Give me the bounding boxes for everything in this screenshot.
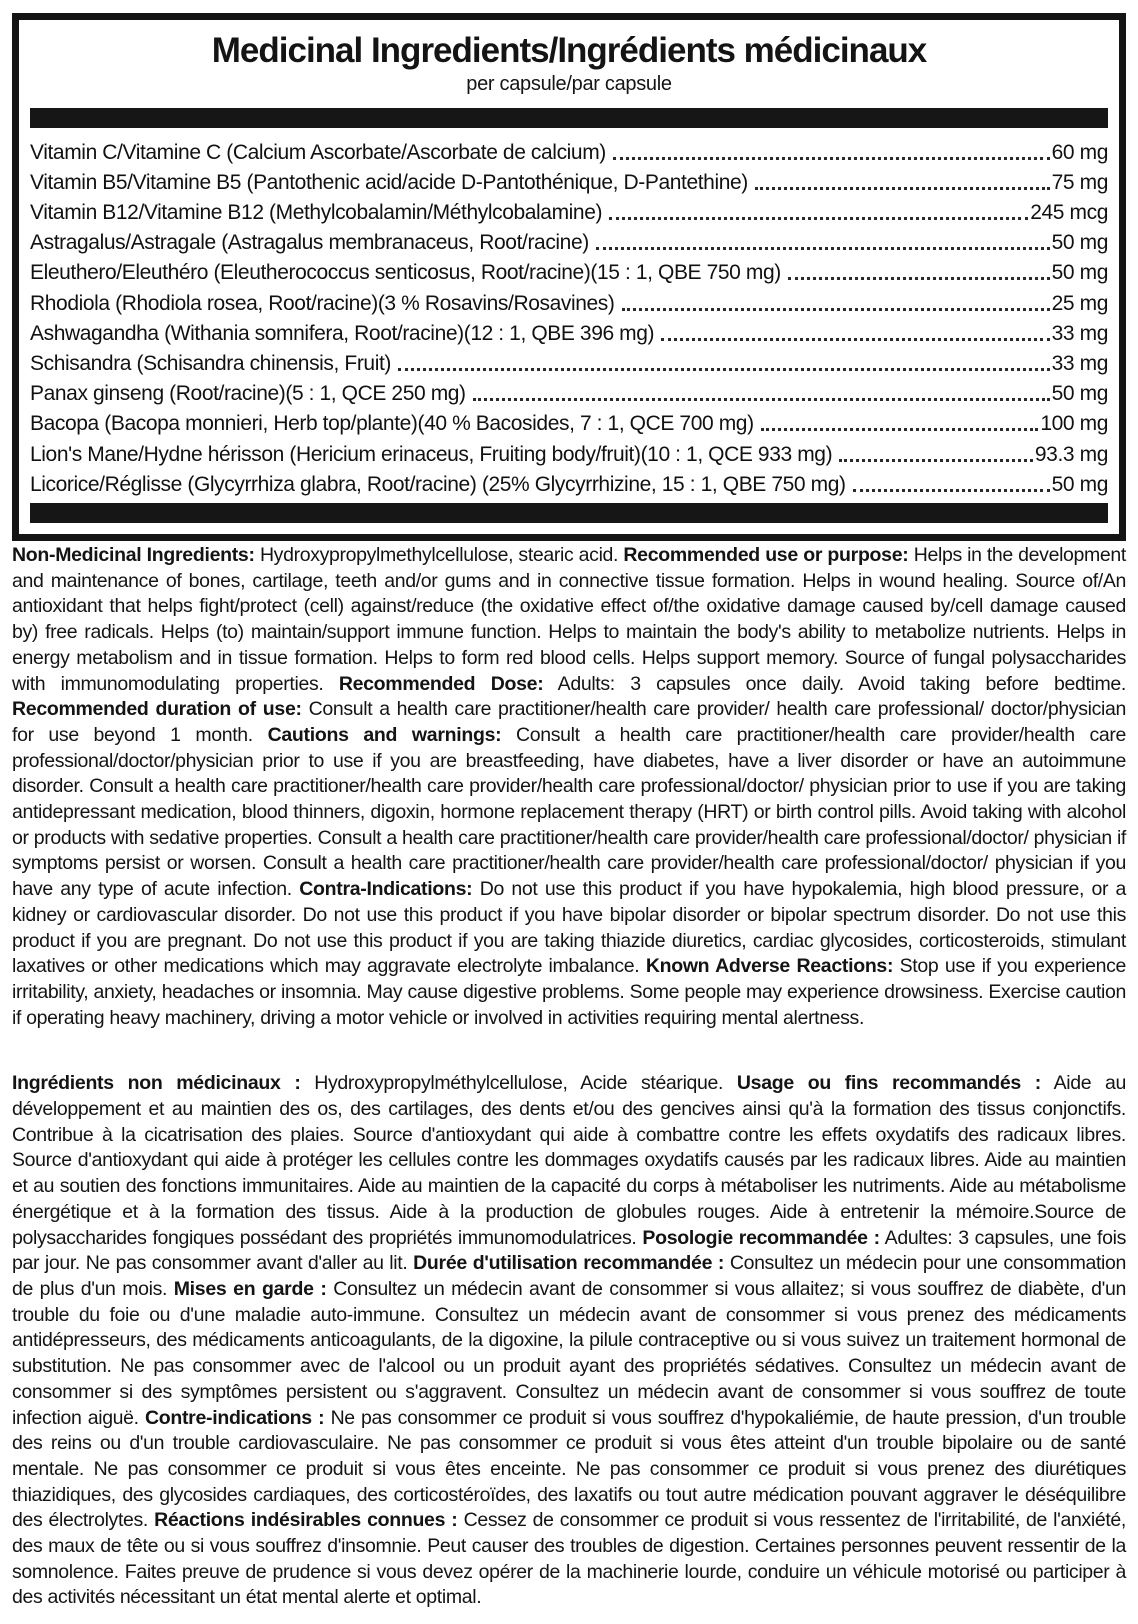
ingredient-amount: 25 mg	[1051, 291, 1108, 315]
body-text-run: Consultez un médecin pour une consommation de plus d'un mois.	[12, 1252, 1127, 1300]
dotted-leader	[755, 187, 1050, 190]
dotted-leader	[398, 368, 1050, 371]
ingredient-amount: 33 mg	[1051, 352, 1108, 375]
ingredient-name: Bacopa (Bacopa monnieri, Herb top/plante)(40 % Bacosides, 7 : 1, QCE 700 mg)	[30, 412, 754, 436]
body-text-run: Adultes: 3 capsules, une fois par jour. Ne pas consommer avant d'aller au lit.	[12, 1226, 1126, 1275]
french-info-paragraph	[0, 1071, 1138, 1611]
dotted-leader	[596, 247, 1050, 250]
section-heading-inline: Posologie recommandée :	[642, 1226, 880, 1249]
medicinal-ingredients-panel	[12, 13, 1126, 541]
ingredient-row	[30, 225, 1108, 255]
body-text-run: Hydroxypropylmethylcellulose, stearic acid.	[254, 544, 624, 566]
dotted-leader	[613, 157, 1050, 160]
dotted-leader	[761, 428, 1039, 431]
dotted-leader	[609, 217, 1028, 220]
body-text-run: Hydroxypropylméthylcellulose, Acide stéarique.	[300, 1072, 737, 1095]
dotted-leader	[853, 489, 1050, 492]
section-heading-inline: Contra-Indications:	[299, 878, 473, 901]
ingredient-name: Schisandra (Schisandra chinensis, Fruit)	[30, 352, 391, 375]
ingredient-amount: 50 mg	[1051, 261, 1108, 285]
body-text-run: Ne pas consommer ce produit si vous souffrez d'hypokaliémie, de haute pression, d'un trouble des reins ou d'un trouble cardiovasculaire. Ne pas consommer ce produit si vous êtes atteint d'un trouble bipolaire ou de santé mentale. Ne pas consommer ce produit si vous êtes enceinte. Ne pas consommer ce produit si vous prenez des diurétiques thiazidiques, des glycosides cardiaques, des corticostéroïdes, des laxatifs ou tout autre médication pouvant aggraver le déséquilibre des électrolytes.	[12, 1406, 1126, 1532]
ingredient-row	[30, 135, 1108, 165]
section-heading-inline: Recommended Dose:	[338, 672, 544, 695]
section-heading-inline: Ingrédients non médicinaux :	[12, 1072, 301, 1095]
ingredient-amount: 100 mg	[1040, 412, 1108, 436]
ingredient-amount: 93.3 mg	[1034, 442, 1108, 466]
ingredient-amount: 245 mcg	[1030, 201, 1108, 225]
ingredient-amount: 50 mg	[1051, 382, 1108, 406]
divider-bar-bottom	[30, 503, 1108, 523]
ingredient-name: Eleuthero/Eleuthéro (Eleutherococcus senticosus, Root/racine)(15 : 1, QBE 750 mg)	[30, 261, 781, 285]
dotted-leader	[788, 277, 1050, 280]
ingredient-row	[30, 316, 1108, 346]
ingredient-name: Rhodiola (Rhodiola rosea, Root/racine)(3 % Rosavins/Rosavines)	[30, 291, 615, 315]
ingredient-row	[30, 285, 1108, 315]
ingredients-list	[30, 128, 1108, 503]
ingredient-row	[30, 376, 1108, 406]
section-heading-inline: Contre-indications :	[144, 1406, 325, 1429]
ingredient-amount: 75 mg	[1051, 170, 1108, 194]
body-text-run: Consultez un médecin avant de consommer si vous allaitez; si vous souffrez de diabète, d'un trouble du foie ou d'une maladie auto-immune. Consultez un médecin avant de consommer si vous prenez des médicaments antidépresseurs, des médicaments anticoagulants, de la digoxine, la pilule contraceptive ou si vous suivez un traitement hormonal de substitution. Ne pas consommer avec de l'alcool ou un produit ayant des propriétés sédatives. Consultez un médecin avant de consommer si des symptômes persistent ou s'aggravent. Consultez un médecin avant de consommer si vous souffrez de toute infection aiguë.	[12, 1277, 1126, 1429]
ingredient-row	[30, 195, 1108, 225]
ingredient-name: Astragalus/Astragale (Astragalus membranaceus, Root/racine)	[30, 231, 589, 255]
body-text-run: Consult a health care practitioner/health care provider/health care professional/doctor/physician prior to use if you are breastfeeding, have diabetes, have a liver disorder or have an autoimmune disorder. Consult a health care practitioner/health care provider/health care professional/doctor/ physician prior to use if you are taking antidepressant medication, blood thinners, digoxin, hormone replacement therapy (HRT) or birth control pills. Avoid taking with alcohol or products with sedative properties. Consult a health care practitioner/health care provider/health care professional/doctor/ physician if symptoms persist or worsen. Consult a health care practitioner/health care provider/health care professional/doctor/ physician if you have any type of acute infection.	[12, 723, 1126, 901]
section-heading-inline: Recommended duration of use:	[12, 698, 302, 721]
ingredient-name: Panax ginseng (Root/racine)(5 : 1, QCE 250 mg)	[30, 382, 466, 406]
panel-title: Medicinal Ingredients/Ingrédients médicinaux	[211, 31, 927, 70]
section-heading-inline: Recommended use or purpose:	[623, 544, 909, 566]
body-text-run: Aide au développement et au maintien des os, des cartilages, des dents et/ou des gencives ainsi qu'à la formation des tissus conjonctifs. Contribue à la cicatrisation des plaies. Source d'antioxydant qui aide à combattre contre les effets oxydatifs des radicaux libres. Source d'antioxydant qui aide à protéger les cellules contre les dommages oxydatifs causés par les radicaux libres. Aide au maintien et au soutien des fonctions immunitaires. Aide au maintien de la capacité du corps à métaboliser les nutriments. Aide au métabolisme énergétique et à la formation des tissus. Aide à la production de globules rouges. Aide à entretenir la mémoire.Source de polysaccharides fongiques possédant des propriétés immunomodulatrices.	[12, 1072, 1127, 1249]
ingredient-row	[30, 255, 1108, 285]
body-text-run: Do not use this product if you have hypokalemia, high blood pressure, or a kidney or cardiovascular disorder. Do not use this product if you have bipolar disorder or bipolar spectrum disorder. Do not use this product if you are pregnant. Do not use this product if you are taking thiazide diuretics, cardiac glycosides, corticosteroids, stimulant laxatives or other medications which may aggravate electrolyte imbalance.	[12, 878, 1126, 978]
divider-bar-top	[30, 108, 1108, 128]
ingredient-name: Vitamin C/Vitamine C (Calcium Ascorbate/Ascorbate de calcium)	[30, 140, 606, 164]
ingredient-amount: 50 mg	[1051, 472, 1108, 496]
section-heading-inline: Usage ou fins recommandés :	[736, 1072, 1041, 1095]
dotted-leader	[839, 459, 1033, 462]
ingredient-row	[30, 406, 1108, 436]
ingredient-row	[30, 467, 1108, 497]
ingredient-name: Lion's Mane/Hydne hérisson (Hericium erinaceus, Fruiting body/fruit)(10 : 1, QCE 933 mg)	[30, 442, 833, 466]
section-heading-inline: Cautions and warnings:	[267, 723, 502, 746]
ingredient-amount: 50 mg	[1051, 231, 1108, 255]
ingredient-name: Licorice/Réglisse (Glycyrrhiza glabra, Root/racine) (25% Glycyrrhizine, 15 : 1, QBE 750 mg)	[30, 472, 846, 496]
dotted-leader	[473, 398, 1050, 401]
panel-subtitle: per capsule/par capsule	[466, 72, 672, 95]
ingredient-row	[30, 165, 1108, 195]
section-heading-inline: Durée d'utilisation recommandée :	[413, 1252, 725, 1275]
section-heading-inline: Réactions indésirables connues :	[154, 1509, 458, 1532]
body-text-run: Helps in the development and maintenance of bones, cartilage, teeth and/or gums and in connective tissue formation. Helps in wound healing. Source of/An antioxidant that helps fight/protect (cell) against/reduce (the oxidative effect of/the oxidative damage caused by/cell damage caused by) free radicals. Helps (to) maintain/support immune function. Helps to maintain the body's ability to metabolize nutrients. Helps in energy metabolism and in tissue formation. Helps to form red blood cells. Helps support memory. Source of fungal polysaccharides with immunomodulating properties.	[12, 544, 1126, 695]
ingredient-name: Vitamin B5/Vitamine B5 (Pantothenic acid/acide D-Pantothénique, D-Pantethine)	[30, 170, 748, 194]
dotted-leader	[622, 308, 1050, 311]
section-heading-inline: Non-Medicinal Ingredients:	[12, 544, 255, 566]
body-text-run: Consult a health care practitioner/health care provider/ health care professional/ doctor/physician for use beyond 1 month.	[12, 698, 1126, 746]
ingredient-row	[30, 346, 1108, 376]
section-heading-inline: Mises en garde :	[173, 1277, 327, 1300]
ingredient-amount: 33 mg	[1051, 321, 1108, 345]
body-text-run: Cessez de consommer ce produit si vous ressentez de l'irritabilité, de l'anxiété, des maux de tête ou si vous souffrez d'insomnie. Peut causer des troubles de digestion. Certaines personnes peuvent ressentir de la somnolence. Faites preuve de prudence si vous devez opérer de la machinerie lourde, conduire un véhicule motorisé ou participer à des activités nécessitant un état mental alerte et optimal.	[12, 1509, 1126, 1609]
ingredient-name: Vitamin B12/Vitamine B12 (Methylcobalamin/Méthylcobalamine)	[30, 201, 603, 225]
ingredient-name: Ashwagandha (Withania somnifera, Root/racine)(12 : 1, QBE 396 mg)	[30, 321, 655, 345]
english-info-paragraph	[0, 543, 1138, 1031]
body-text-run: Stop use if you experience irritability, anxiety, headaches or insomnia. May cause digestive problems. Some people may experience drowsiness. Exercise caution if operating heavy machinery, driving a motor vehicle or involved in activities requiring mental alertness.	[12, 955, 1126, 1029]
dotted-leader	[661, 338, 1049, 341]
ingredient-amount: 60 mg	[1051, 140, 1108, 164]
ingredient-row	[30, 436, 1108, 466]
body-text-run: Adults: 3 capsules once daily. Avoid taking before bedtime.	[543, 672, 1126, 695]
section-heading-inline: Known Adverse Reactions:	[645, 955, 894, 978]
